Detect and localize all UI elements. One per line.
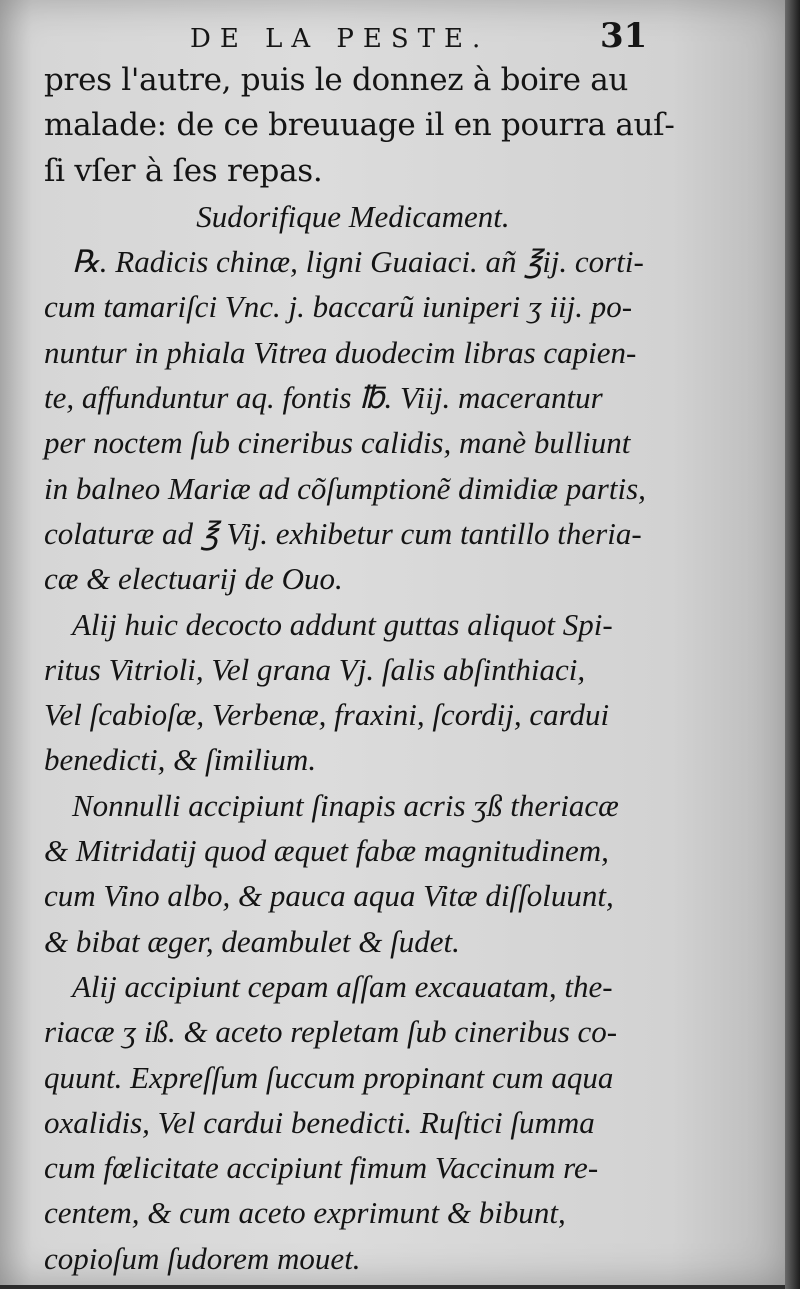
text-line: te, affunduntur aq. fontis ℔. Viij. macerantur <box>44 380 603 416</box>
text-line: oxalidis, Vel cardui benedicti. Ruſtici ſumma <box>44 1104 595 1140</box>
text-line: copioſum ſudorem mouet. <box>44 1240 361 1276</box>
text-line: Vel ſcabioſæ, Verbenæ, fraxini, ſcordij, cardui <box>44 697 610 733</box>
body-text <box>44 58 675 1281</box>
text-line: cum tamariſci Vnc. j. baccarũ iuniperi ʒ iij. po- <box>44 289 633 325</box>
text-line: Alij accipiunt cepam aſſam excauatam, the- <box>72 968 613 1004</box>
running-title: DE LA PESTE. <box>190 24 490 54</box>
text-line: per noctem ſub cineribus calidis, manè bulliunt <box>44 425 631 461</box>
section-heading: Sudorifique Medicament. <box>196 198 510 234</box>
text-line: nuntur in phiala Vitrea duodecim libras capien- <box>44 334 637 370</box>
text-line: Nonnulli accipiunt ſinapis acris ʒß theriacæ <box>72 787 619 823</box>
text-line: malade: de ce breuuage il en pourra auſ- <box>44 107 675 144</box>
text-line: Alij huic decocto addunt guttas aliquot Spi- <box>72 606 613 642</box>
text-line: cum fœlicitate accipiunt fimum Vaccinum re- <box>44 1150 599 1186</box>
text-line: in balneo Mariæ ad cõſumptionẽ dimidiæ partis, <box>44 470 646 506</box>
page-header <box>0 14 790 64</box>
text-line: ſi vſer à ſes repas. <box>44 152 323 189</box>
text-line: ritus Vitrioli, Vel grana Vj. ſalis abſinthiaci, <box>44 651 586 687</box>
page-number: 31 <box>600 16 648 56</box>
text-line: quunt. Expreſſum ſuccum propinant cum aqua <box>44 1059 614 1095</box>
text-line: colaturæ ad ℥ Vij. exhibetur cum tantillo theria- <box>44 515 642 551</box>
text-line: ℞. Radicis chinæ, ligni Guaiaci. añ ℥ij. corti- <box>72 244 644 280</box>
text-line: cum Vino albo, & pauca aqua Vitæ diſſoluunt, <box>44 878 614 914</box>
page-gutter-shadow <box>785 0 800 1289</box>
text-line: benedicti, & ſimilium. <box>44 742 317 778</box>
text-line: centem, & cum aceto exprimunt & bibunt, <box>44 1195 566 1231</box>
text-line: & bibat æger, deambulet & ſudet. <box>44 923 460 959</box>
text-line: & Mitridatij quod æquet fabæ magnitudinem, <box>44 833 609 869</box>
text-line: riacæ ʒ iß. & aceto repletam ſub cineribus co- <box>44 1014 618 1050</box>
text-line: cæ & electuarij de Ouo. <box>44 561 343 597</box>
text-line: pres l'autre, puis le donnez à boire au <box>44 62 629 98</box>
